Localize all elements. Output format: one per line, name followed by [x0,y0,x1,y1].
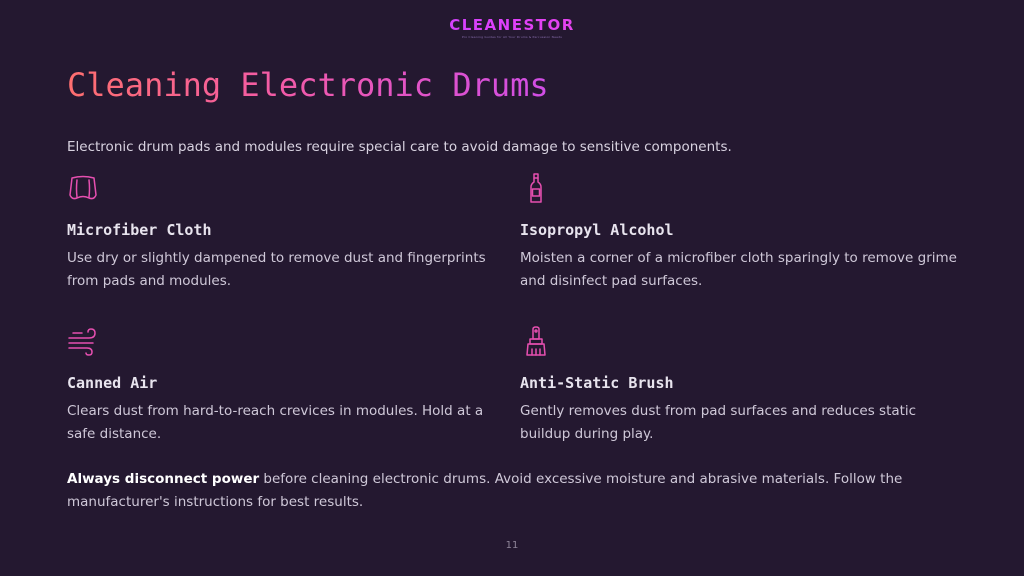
brush-icon [520,325,552,357]
card-text: Use dry or slightly dampened to remove dust and fingerprints from pads and modules. [67,250,486,289]
safety-notice [67,468,947,514]
card-microfiber-cloth [67,172,507,293]
card-text: Moisten a corner of a microfiber cloth sparingly to remove grime and disinfect pad surfaces. [520,250,957,289]
card-title: Isopropyl Alcohol [520,221,674,239]
notice-emphasis: Always disconnect power [67,471,260,487]
intro-text: Electronic drum pads and modules require special care to avoid damage to sensitive components. [67,139,732,155]
wind-icon [67,325,99,357]
card-title: Anti-Static Brush [520,374,674,392]
card-isopropyl-alcohol [520,172,960,293]
card-canned-air [67,325,507,446]
slide-title: Cleaning Electronic Drums [67,66,549,104]
card-anti-static-brush [520,325,960,446]
bottle-icon [520,172,552,204]
card-title: Canned Air [67,374,158,392]
card-title: Microfiber Cloth [67,221,212,239]
logo-wordmark: CLEANESTOR [0,16,1024,34]
cloth-icon [67,172,99,204]
card-text: Gently removes dust from pad surfaces and reduces static buildup during play. [520,403,917,442]
logo-tagline: Pro Cleaning Guides for All Your Drums & Percussion Needs [461,35,563,39]
card-text: Clears dust from hard-to-reach crevices in modules. Hold at a safe distance. [67,403,484,442]
page-number: 11 [505,540,519,551]
notice-text: before cleaning electronic drums. Avoid excessive moisture and abrasive materials. Follow the manufacturer's instructions for best results. [67,471,903,510]
brand-logo [0,16,1024,39]
